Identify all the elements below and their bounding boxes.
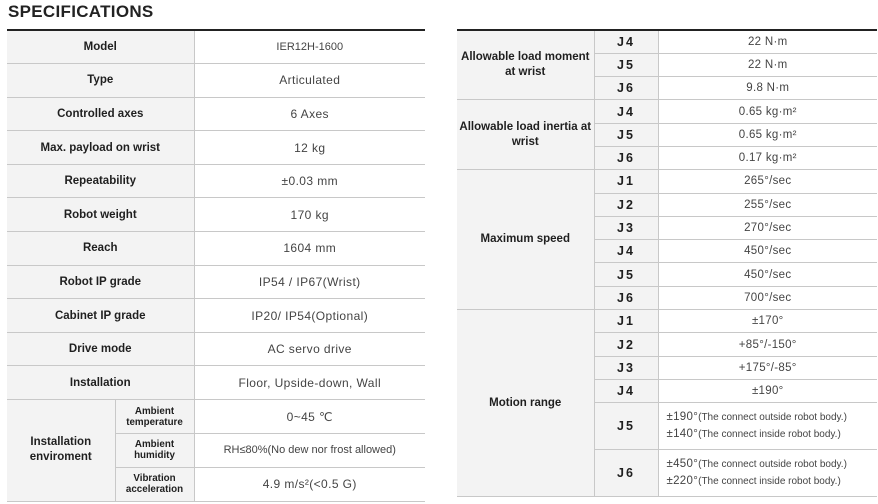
speed-joint: J1 <box>594 170 658 193</box>
reach-value: 1604 mm <box>194 232 425 266</box>
reach-label: Reach <box>7 232 194 266</box>
motion-line-note: (The connect outside robot body.) <box>698 412 847 424</box>
model-label: Model <box>7 30 194 64</box>
speed-joint: J5 <box>594 263 658 286</box>
speed-value: 255°/sec <box>658 193 877 216</box>
vibration-value: 4.9 m/s²(<0.5 G) <box>262 477 357 492</box>
installation-value: Floor, Upside-down, Wall <box>194 366 425 400</box>
speed-value: 270°/sec <box>658 216 877 239</box>
humidity-value: RH≤80%(No dew nor frost allowed) <box>194 434 425 468</box>
motion-line-value: ±140° <box>666 428 699 441</box>
speed-joint: J6 <box>594 286 658 309</box>
page-title: SPECIFICATIONS <box>8 2 154 21</box>
humidity-label: Ambient humidity <box>115 434 194 468</box>
specifications-table-right <box>457 29 877 497</box>
motion-line <box>667 426 878 443</box>
motion-value: +175°/-85° <box>658 356 877 379</box>
repeatability-label: Repeatability <box>7 164 194 198</box>
motion-label: Motion range <box>457 310 594 497</box>
table-row <box>7 97 425 131</box>
inertia-label: Allowable load inertia at wrist <box>457 100 594 170</box>
table-row <box>7 265 425 299</box>
type-value: Articulated <box>194 64 425 98</box>
motion-line <box>667 409 878 426</box>
speed-value: 700°/sec <box>658 286 877 309</box>
repeatability-value: ±0.03 mm <box>194 164 425 198</box>
motion-line-note: (The connect outside robot body.) <box>698 459 847 471</box>
motion-joint: J4 <box>594 379 658 402</box>
moment-joint: J6 <box>594 77 658 100</box>
speed-value: 450°/sec <box>658 263 877 286</box>
environment-block <box>7 400 425 502</box>
inertia-joint: J5 <box>594 123 658 146</box>
temperature-value: 0~45 ℃ <box>194 400 425 434</box>
table-row <box>7 30 425 64</box>
table-row <box>457 100 877 123</box>
model-value: IER12H-1600 <box>194 30 425 64</box>
motion-joint: J1 <box>594 310 658 333</box>
environment-label: Installation enviroment <box>7 400 115 501</box>
table-row <box>7 164 425 198</box>
speed-value: 450°/sec <box>658 240 877 263</box>
robot-ip-label: Robot IP grade <box>7 265 194 299</box>
speed-value: 265°/sec <box>658 170 877 193</box>
speed-joint: J4 <box>594 240 658 263</box>
motion-line <box>667 456 878 473</box>
motion-line-value: ±220° <box>666 475 699 488</box>
table-row <box>7 232 425 266</box>
table-row <box>457 170 877 193</box>
motion-value-multiline <box>658 450 877 497</box>
table-row <box>7 366 425 400</box>
motion-line-note: (The connect inside robot body.) <box>698 476 841 488</box>
motion-line-value: ±450° <box>666 458 699 471</box>
inertia-value: 0.17 kg·m² <box>658 146 877 169</box>
inertia-joint: J4 <box>594 100 658 123</box>
table-row <box>7 198 425 232</box>
table-row <box>7 131 425 165</box>
axes-value: 6 Axes <box>194 97 425 131</box>
inertia-value: 0.65 kg·m² <box>658 100 877 123</box>
inertia-value: 0.65 kg·m² <box>658 123 877 146</box>
motion-value: ±190° <box>658 379 877 402</box>
moment-value: 22 N·m <box>658 53 877 76</box>
speed-joint: J3 <box>594 216 658 239</box>
weight-label: Robot weight <box>7 198 194 232</box>
motion-line <box>667 473 878 490</box>
motion-joint: J2 <box>594 333 658 356</box>
moment-joint: J4 <box>594 30 658 53</box>
type-label: Type <box>7 64 194 98</box>
specifications-table-left <box>7 29 425 502</box>
installation-label: Installation <box>7 366 194 400</box>
temperature-label: Ambient temperature <box>115 400 194 434</box>
motion-joint: J5 <box>594 403 658 450</box>
motion-joint: J3 <box>594 356 658 379</box>
moment-value: 9.8 N·m <box>658 77 877 100</box>
table-row <box>7 400 425 502</box>
payload-label: Max. payload on wrist <box>7 131 194 165</box>
axes-label: Controlled axes <box>7 97 194 131</box>
drive-value: AC servo drive <box>194 332 425 366</box>
speed-label: Maximum speed <box>457 170 594 310</box>
table-row <box>457 310 877 333</box>
payload-value: 12 kg <box>194 131 425 165</box>
robot-ip-value: IP54 / IP67(Wrist) <box>194 265 425 299</box>
motion-value: ±170° <box>658 310 877 333</box>
cabinet-ip-label: Cabinet IP grade <box>7 299 194 333</box>
motion-joint: J6 <box>594 450 658 497</box>
table-row <box>7 332 425 366</box>
motion-value: +85°/-150° <box>658 333 877 356</box>
table-row <box>7 64 425 98</box>
motion-line-value: ±190° <box>666 411 699 424</box>
moment-joint: J5 <box>594 53 658 76</box>
motion-value-multiline <box>658 403 877 450</box>
motion-line-note: (The connect inside robot body.) <box>698 429 841 441</box>
weight-value: 170 kg <box>194 198 425 232</box>
inertia-joint: J6 <box>594 146 658 169</box>
moment-value: 22 N·m <box>658 30 877 53</box>
drive-label: Drive mode <box>7 332 194 366</box>
table-row <box>457 30 877 53</box>
speed-joint: J2 <box>594 193 658 216</box>
cabinet-ip-value: IP20/ IP54(Optional) <box>194 299 425 333</box>
table-row <box>7 299 425 333</box>
vibration-label: Vibration acceleration <box>115 467 194 501</box>
moment-label: Allowable load moment at wrist <box>457 30 594 100</box>
